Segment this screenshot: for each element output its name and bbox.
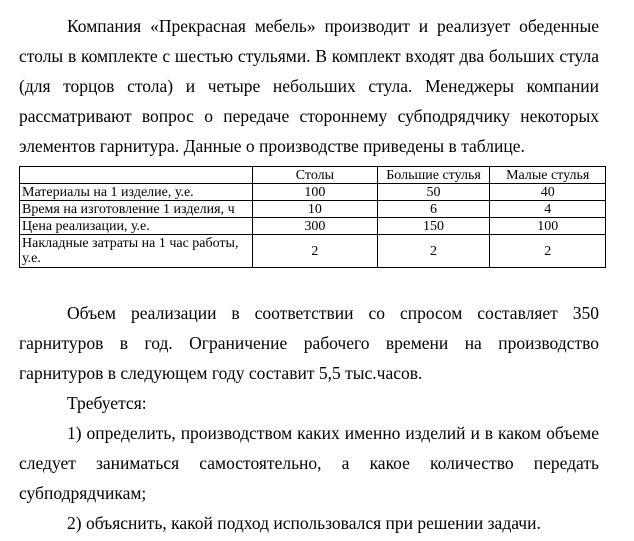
demand-paragraph [19,298,599,388]
intro-line-1: Компания «Прекрасная мебель» производит и реализует обеденные [67,16,599,36]
table-cell: 100 [253,184,378,201]
row-label: Накладные затраты на 1 час работы, у.е. [20,235,253,268]
table-cell: 6 [377,201,490,218]
table-header-row [20,167,606,184]
requirement-heading-text: Требуется: [67,393,147,413]
task-1-line-3: субподрядчикам; [19,483,147,503]
demand-line-2: гарнитуров в год. Ограничение рабочего времени на производство [19,333,599,353]
table-cell: 2 [253,235,378,268]
demand-line-3: гарнитуров в следующем году составит 5,5 тыс.часов. [19,363,423,383]
table-cell: 4 [490,201,606,218]
table-header-cell: Большие стулья [377,167,490,184]
table-cell: 10 [253,201,378,218]
table-cell: 100 [490,218,606,235]
requirement-heading [19,388,599,418]
row-label: Время на изготовление 1 изделия, ч [20,201,253,218]
intro-line-5: элементов гарнитура. Данные о производстве приведены в таблице. [19,136,525,156]
demand-line-1: Объем реализации в соответствии со спросом составляет 350 [67,303,599,323]
table-header-cell: Малые стулья [490,167,606,184]
intro-paragraph [19,11,599,161]
table-row [20,218,606,235]
row-label: Материалы на 1 изделие, у.е. [20,184,253,201]
task-1-line-1: 1) определить, производством каких именно изделий и в каком объеме [67,423,599,443]
table-row [20,235,606,268]
table-row [20,201,606,218]
table-header-cell [20,167,253,184]
table-cell: 300 [253,218,378,235]
table-cell: 2 [377,235,490,268]
production-data-table [19,166,606,268]
task-2-paragraph [19,508,599,538]
row-label: Цена реализации, у.е. [20,218,253,235]
intro-line-3: (для торцов стола) и четыре небольших стула. Менеджеры компании [19,76,599,96]
table-header-cell: Столы [253,167,378,184]
table-cell: 150 [377,218,490,235]
intro-line-2: столы в комплекте с шестью стульями. В комплект входят два больших стула [19,46,599,66]
table-row [20,184,606,201]
task-1-line-2: следует заниматься самостоятельно, а какое количество передать [19,453,599,473]
task-2-text: 2) объяснить, какой подход использовался при решении задачи. [67,513,541,533]
intro-line-4: рассматривают вопрос о передаче стороннему субподрядчику некоторых [19,106,599,126]
table-cell: 2 [490,235,606,268]
table-cell: 40 [490,184,606,201]
task-1-paragraph [19,418,599,508]
table-cell: 50 [377,184,490,201]
